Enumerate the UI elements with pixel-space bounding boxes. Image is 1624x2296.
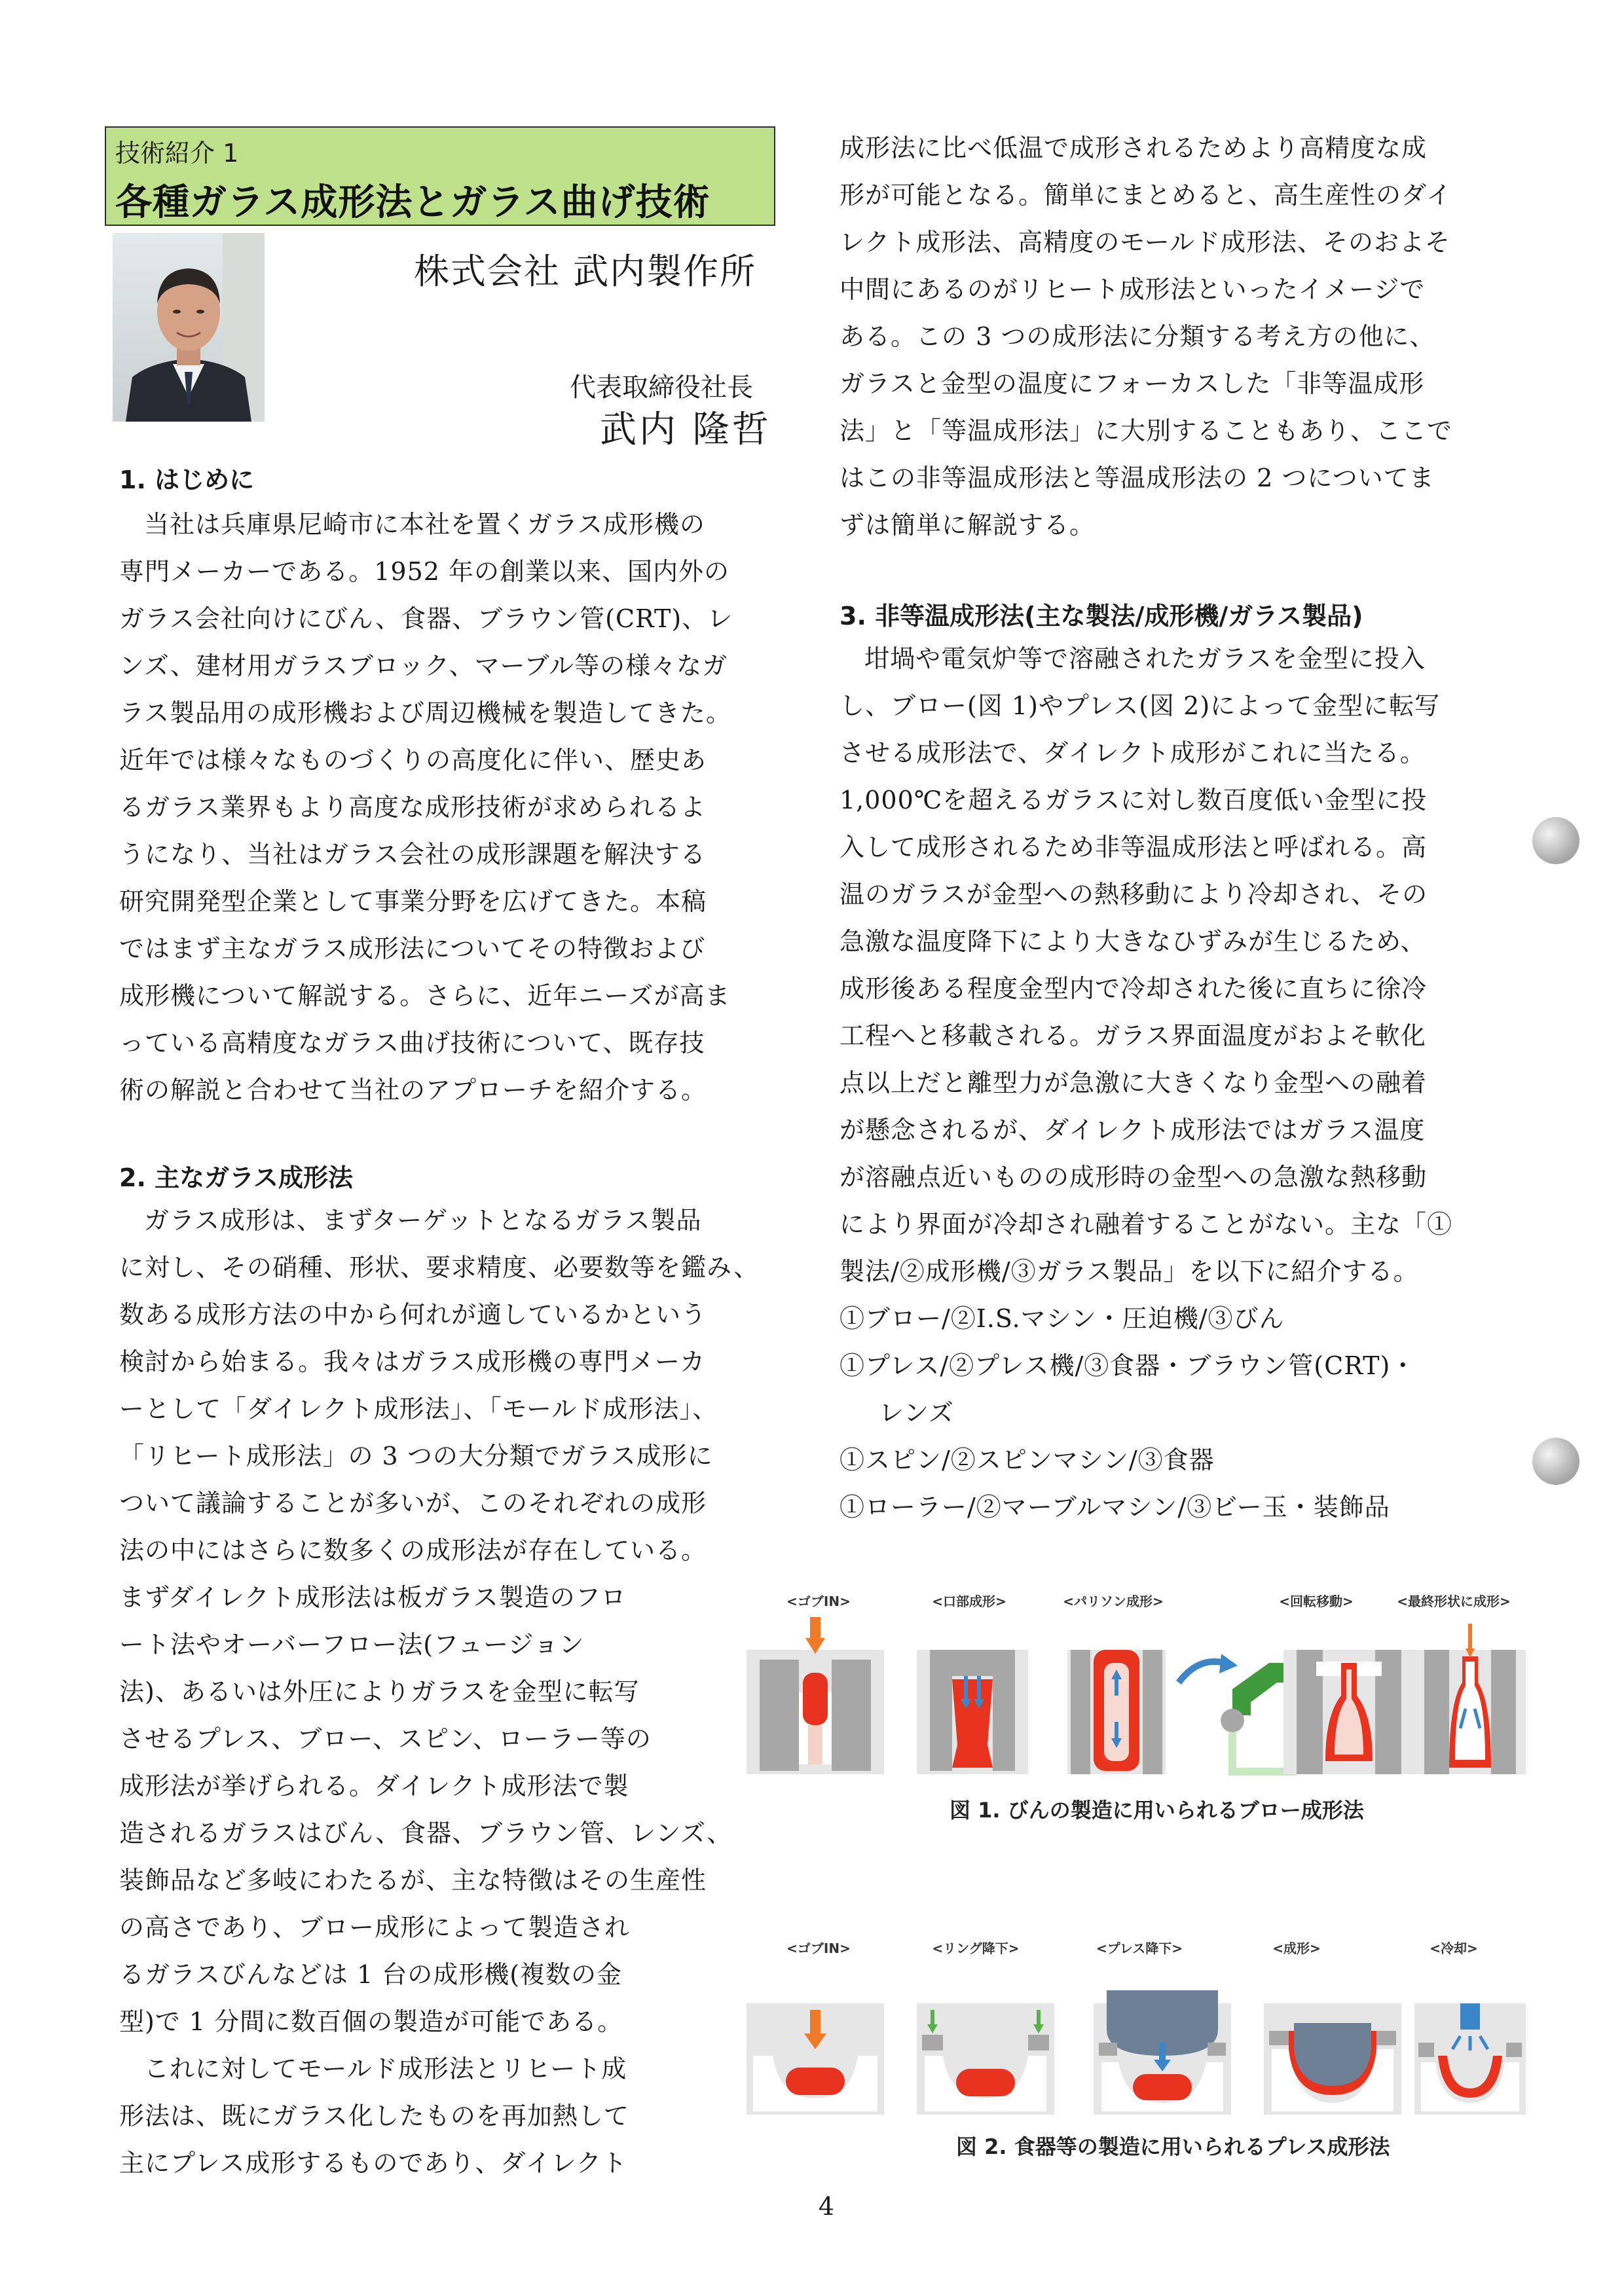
text-line: 入して成形されるため非等温成形法と呼ばれる。高	[840, 833, 1428, 862]
text-line: ずは簡単に解説する。	[840, 511, 1096, 539]
text-line: 温のガラスが金型への熱移動により冷却され、その	[840, 880, 1428, 909]
text-line: 点以上だと離型力が急激に大きくなり金型への融着	[840, 1068, 1428, 1097]
text-line: ンズ、建材用ガラスブロック、マーブル等の様々なガ	[119, 651, 728, 680]
text-line: 数ある成形方法の中から何れが適しているかという	[119, 1300, 707, 1329]
text-line: が溶融点近いものの成形時の金型への急激な熱移動	[840, 1163, 1428, 1192]
text-line: し、ブロー(図 1)やプレス(図 2)によって金型に転写	[840, 691, 1441, 720]
section1-body	[119, 501, 733, 1114]
text-line: ート法やオーバーフロー法(フュージョン	[119, 1630, 585, 1659]
text-line: させるプレス、ブロー、スピン、ローラー等の	[119, 1724, 652, 1753]
text-line: 主にプレス成形するものであり、ダイレクト	[119, 2149, 627, 2178]
text-line: 検討から始まる。我々はガラス成形機の専門メーカ	[119, 1347, 706, 1376]
text-line: 近年では様々なものづくりの高度化に伴い、歴史あ	[119, 746, 707, 774]
text-line: により界面が冷却され融着することがない。主な「①	[840, 1210, 1453, 1239]
text-line: させる成形法で、ダイレクト成形がこれに当たる。	[840, 738, 1426, 767]
text-line: ついて議論することが多いが、このそれぞれの成形	[119, 1489, 707, 1518]
fig1-label-gob-in: <ゴブIN>	[786, 1594, 851, 1609]
portrait-illustration	[113, 233, 265, 422]
text-line: 装飾品など多岐にわたるが、主な特徴はその生産性	[119, 1866, 707, 1895]
text-line: 法」と「等温成形法」に大別することもあり、ここで	[840, 416, 1453, 445]
list-item: レンズ	[879, 1398, 954, 1427]
fig1-label-parison-forming: <パリソン成形>	[1063, 1594, 1164, 1609]
title-box	[105, 126, 775, 226]
text-line: うになり、当社はガラス会社の成形課題を解決する	[119, 840, 706, 869]
text-line: ーとして「ダイレクト成形法」、「モールド成形法」、	[119, 1394, 718, 1423]
text-line: に対し、その硝種、形状、要求精度、必要数等を鑑み、	[119, 1253, 760, 1282]
fig2-step-cooling	[1414, 2003, 1526, 2115]
text-line: 坩堝や電気炉等で溶融されたガラスを金型に投入	[864, 644, 1426, 673]
fig2-label-cooling: <冷却>	[1430, 1941, 1478, 1956]
page-number: 4	[818, 2192, 835, 2221]
figure2	[740, 1938, 1526, 2187]
text-line: 型)で 1 分間に数百個の製造が可能である。	[119, 2007, 623, 2036]
text-line: 工程へと移載される。ガラス界面温度がおよそ軟化	[840, 1021, 1426, 1050]
fig2-step-gob-in	[747, 2003, 884, 2115]
fig2-step-press-down	[1094, 1990, 1231, 2115]
fig2-label-ring-down: <リング降下>	[932, 1941, 1020, 1956]
text-line: っている高精度なガラス曲げ技術について、既存技	[119, 1029, 705, 1057]
text-line: るガラスびんなどは 1 台の成形機(複数の金	[119, 1960, 623, 1989]
text-line: が懸念されるが、ダイレクト成形法ではガラス温度	[840, 1116, 1426, 1144]
text-line: ではまず主なガラス成形法についてその特徴および	[119, 934, 706, 963]
author-photo	[113, 233, 265, 422]
text-line: ガラスと金型の温度にフォーカスした「非等温成形	[840, 369, 1425, 398]
fig2-step-forming	[1264, 2003, 1401, 2115]
fig1-step-gob-in	[747, 1617, 884, 1774]
text-line: 成形機について解説する。さらに、近年ニーズが高ま	[119, 981, 731, 1010]
fig1-label-final-shape: <最終形状に成形>	[1397, 1594, 1511, 1609]
text-line: 成形法が挙げられる。ダイレクト成形法で製	[119, 1772, 629, 1800]
fig1-step-neck-forming	[917, 1650, 1028, 1774]
text-line: はこの非等温成形法と等温成形法の 2 つについてま	[840, 464, 1435, 492]
list-item: ①ローラー/②マーブルマシン/③ビー玉・装飾品	[840, 1493, 1390, 1522]
text-line: るガラス業界もより高度な成形技術が求められるよ	[119, 793, 706, 822]
binder-hole	[1532, 1438, 1579, 1485]
list-item: ①スピン/②スピンマシン/③食器	[840, 1446, 1215, 1474]
fig1-label-rotation-transfer: <回転移動>	[1279, 1594, 1354, 1609]
fig2-label-gob-in: <ゴブIN>	[786, 1941, 851, 1956]
text-line: 研究開発型企業として事業分野を広げてきた。本稿	[119, 887, 707, 916]
text-line: 形が可能となる。簡単にまとめると、高生産性のダイ	[840, 181, 1452, 210]
fig2-label-press-down: <プレス降下>	[1096, 1941, 1183, 1956]
binder-hole	[1532, 817, 1579, 864]
fig1-label-neck-forming: <口部成形>	[932, 1594, 1006, 1609]
category-label: 技術紹介 1	[115, 139, 239, 168]
list-item: ①プレス/②プレス機/③食器・ブラウン管(CRT)・	[840, 1351, 1416, 1380]
section2-heading: 2. 主なガラス成形法	[119, 1163, 353, 1192]
text-line: 当社は兵庫県尼崎市に本社を置くガラス成形機の	[144, 510, 705, 539]
text-line: 術の解説と合わせて当社のアプローチを紹介する。	[119, 1076, 707, 1104]
text-line: の高さであり、ブロー成形によって製造され	[119, 1913, 631, 1942]
text-line: 急激な温度降下により大きなひずみが生じるため、	[840, 927, 1426, 956]
text-line: 形法は、既にガラス化したものを再加熱して	[119, 2102, 629, 2130]
section1-heading: 1. はじめに	[119, 465, 255, 494]
text-line: 中間にあるのがリヒート成形法といったイメージで	[840, 275, 1426, 304]
text-line: これに対してモールド成形法とリヒート成	[144, 2054, 627, 2083]
text-line: 「リヒート成形法」の 3 つの大分類でガラス成形に	[119, 1442, 713, 1470]
text-line: 造されるガラスはびん、食器、ブラウン管、レンズ、	[119, 1819, 733, 1848]
text-line: 専門メーカーである。1952 年の創業以来、国内外の	[119, 557, 730, 586]
author-position: 代表取締役社長	[570, 373, 753, 403]
fig1-diagram	[740, 1611, 1526, 1781]
fig2-diagram	[740, 1958, 1526, 2121]
text-line: ガラス会社向けにびん、食器、ブラウン管(CRT)、レ	[119, 604, 733, 633]
section3-body	[840, 635, 1452, 1531]
fig1-step-rotation	[1179, 1650, 1414, 1774]
figure1-caption: 図 1. びんの製造に用いられるブロー成形法	[950, 1798, 1364, 1823]
company-name: 株式会社 武内製作所	[414, 251, 757, 292]
text-line: 成形後ある程度金型内で冷却された後に直ちに徐冷	[840, 974, 1428, 1003]
text-line: ガラス成形は、まずターゲットとなるガラス製品	[144, 1206, 702, 1235]
figure2-caption: 図 2. 食器等の製造に用いられるプレス成形法	[956, 2134, 1390, 2159]
fig2-step-ring-down	[917, 2003, 1054, 2115]
text-line: 1,000℃を超えるガラスに対し数百度低い金型に投	[840, 786, 1428, 814]
list-item: ①ブロー/②I.S.マシン・圧迫機/③びん	[840, 1304, 1285, 1333]
text-line: 法の中にはさらに数多くの成形法が存在している。	[119, 1536, 707, 1565]
article-title: 各種ガラス成形法とガラス曲げ技術	[115, 181, 710, 224]
text-line: 法)、あるいは外圧によりガラスを金型に転写	[119, 1677, 640, 1706]
text-line: まずダイレクト成形法は板ガラス製造のフロ	[119, 1583, 627, 1612]
text-line: 製法/②成形機/③ガラス製品」を以下に紹介する。	[840, 1257, 1419, 1286]
fig2-label-forming: <成形>	[1272, 1941, 1321, 1956]
text-line: ラス製品用の成形機および周辺機械を製造してきた。	[119, 699, 731, 727]
text-line: ある。この 3 つの成形法に分類する考え方の他に、	[840, 322, 1435, 351]
author-name: 武内 隆哲	[600, 409, 771, 451]
text-line: 成形法に比べ低温で成形されるためより高精度な成	[840, 134, 1428, 162]
right-intro-body	[840, 124, 1452, 549]
section3-heading: 3. 非等温成形法(主な製法/成形機/ガラス製品)	[840, 602, 1363, 630]
fig1-step-parison	[1067, 1650, 1166, 1774]
fig1-step-final-shape	[1414, 1624, 1526, 1774]
figure1	[740, 1591, 1526, 1827]
section2-body	[119, 1197, 759, 2187]
text-line: レクト成形法、高精度のモールド成形法、そのおよそ	[840, 228, 1450, 257]
